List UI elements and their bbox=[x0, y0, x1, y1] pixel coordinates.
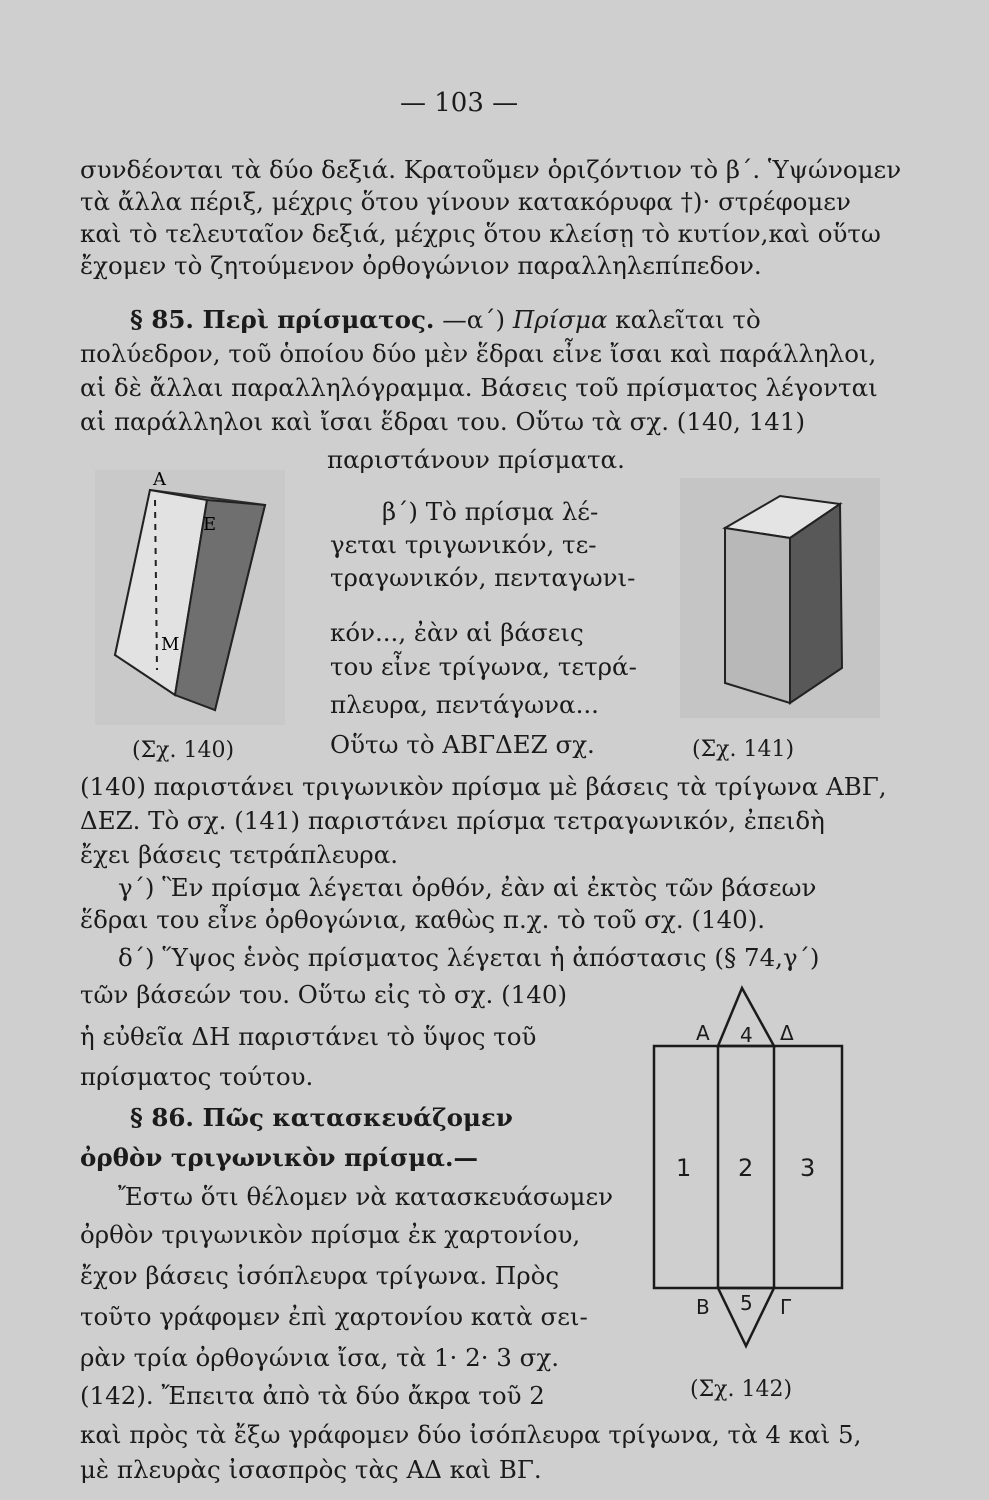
text-line: γεται τριγωνικόν, τε- bbox=[330, 530, 597, 559]
text-line: τραγωνικόν, πενταγωνι- bbox=[330, 563, 636, 592]
section-85-title: § 85. Περὶ πρίσματος. bbox=[130, 305, 435, 334]
caption-fig-141: (Σχ. 141) bbox=[692, 737, 795, 762]
net-label-top-left: Α bbox=[696, 1021, 710, 1045]
text-line: του εἶνε τρίγωνα, τετρά- bbox=[330, 652, 637, 681]
fig140-label-m: Μ bbox=[161, 634, 180, 655]
text-line: αἱ παράλληλοι καὶ ἴσαι ἕδραι του. Οὕτω τὰ σχ. (140, 141) bbox=[80, 407, 806, 436]
text-line: τοῦτο γράφομεν ἐπὶ χαρτονίου κατὰ σει- bbox=[80, 1302, 588, 1331]
net-label-5: 5 bbox=[740, 1291, 753, 1315]
section-86-title: § 86. Πῶς κατασκευάζομεν bbox=[130, 1103, 513, 1132]
caption-fig-140: (Σχ. 140) bbox=[132, 738, 235, 763]
text-line: ἔχον βάσεις ἰσόπλευρα τρίγωνα. Πρὸς bbox=[80, 1261, 560, 1290]
text-line: ΔΕΖ. Τὸ σχ. (141) παριστάνει πρίσμα τετραγωνικόν, ἐπειδὴ bbox=[80, 806, 825, 835]
page-number: — 103 — bbox=[400, 88, 519, 118]
text-line: Οὕτω τὸ ΑΒΓΔΕΖ σχ. bbox=[330, 730, 595, 759]
net-label-3: 3 bbox=[800, 1154, 816, 1182]
net-label-2: 2 bbox=[738, 1154, 754, 1182]
text-line: δ΄) Ὕψος ἑνὸς πρίσματος λέγεται ἡ ἀπόστασις (§ 74,γ΄) bbox=[118, 943, 820, 972]
fig140-label-a: Α bbox=[153, 470, 166, 490]
caption-fig-142: (Σχ. 142) bbox=[690, 1377, 793, 1402]
text-line: πρίσματος τούτου. bbox=[80, 1062, 314, 1091]
text-line: ἡ εὐθεῖα ΔΗ παριστάνει τὸ ὕψος τοῦ bbox=[80, 1022, 537, 1051]
net-label-top-right: Δ bbox=[780, 1021, 794, 1045]
subsection-a-mark: —α΄) bbox=[442, 305, 506, 334]
section-85-heading-line bbox=[130, 305, 761, 335]
text-line: ρὰν τρία ὀρθογώνια ἴσα, τὰ 1· 2· 3 σχ. bbox=[80, 1343, 560, 1372]
fig140-label-e: Ε bbox=[203, 514, 217, 535]
text-line: ὀρθὸν τριγωνικὸν πρίσμα ἐκ χαρτονίου, bbox=[80, 1220, 581, 1249]
text-line: τῶν βάσεών του. Οὕτω εἰς τὸ σχ. (140) bbox=[80, 980, 567, 1009]
text-line: ἔχομεν τὸ ζητούμενον ὀρθογώνιον παραλληλεπίπεδον. bbox=[80, 251, 762, 280]
text-line: πολύεδρον, τοῦ ὁποίου δύο μὲν ἕδραι εἶνε ἴσαι καὶ παράλληλοι, bbox=[80, 339, 877, 368]
net-label-1: 1 bbox=[676, 1154, 692, 1182]
text-line: τὰ ἄλλα πέριξ, μέχρις ὅτου γίνουν κατακόρυφα †)· στρέφομεν bbox=[80, 187, 851, 216]
text-line: β΄) Τὸ πρίσμα λέ- bbox=[382, 497, 599, 526]
text-line: αἱ δὲ ἄλλαι παραλληλόγραμμα. Βάσεις τοῦ πρίσματος λέγονται bbox=[80, 373, 878, 402]
net-label-bottom-left: Β bbox=[696, 1295, 710, 1319]
net-label-4: 4 bbox=[740, 1023, 753, 1047]
text-line: ἔχει βάσεις τετράπλευρα. bbox=[80, 840, 399, 869]
text-line: ἕδραι του εἶνε ὀρθογώνια, καθὼς π.χ. τὸ τοῦ σχ. (140). bbox=[80, 905, 766, 934]
net-label-bottom-right: Γ bbox=[780, 1295, 792, 1319]
section-86-title-cont: ὀρθὸν τριγωνικὸν πρίσμα.— bbox=[80, 1143, 479, 1172]
text-line: καὶ τὸ τελευταῖον δεξιά, μέχρις ὅτου κλείσῃ τὸ κυτίον,καὶ οὕτω bbox=[80, 219, 881, 248]
text-line: μὲ πλευρὰς ἰσασπρὸς τὰς ΑΔ καὶ ΒΓ. bbox=[80, 1455, 542, 1484]
text-line: καὶ πρὸς τὰ ἔξω γράφομεν δύο ἰσόπλευρα τρίγωνα, τὰ 4 καὶ 5, bbox=[80, 1420, 862, 1449]
text-line: γ΄) Ἓν πρίσμα λέγεται ὀρθόν, ἐὰν αἱ ἐκτὸς τῶν βάσεων bbox=[118, 873, 817, 902]
text-fragment: καλεῖται τὸ bbox=[615, 305, 761, 334]
term-prism: Πρίσμα bbox=[512, 305, 608, 334]
figure-142-net bbox=[640, 978, 860, 1383]
text-line: πλευρα, πεντάγωνα... bbox=[330, 690, 599, 719]
figure-140-prism bbox=[95, 470, 285, 725]
figure-141-prism bbox=[680, 478, 880, 718]
text-line: (142). Ἔπειτα ἀπὸ τὰ δύο ἄκρα τοῦ 2 bbox=[80, 1381, 545, 1410]
text-line: συνδέονται τὰ δύο δεξιά. Κρατοῦμεν ὁριζόντιον τὸ β΄. Ὑψώνομεν bbox=[80, 155, 902, 184]
text-line: παριστάνουν πρίσματα. bbox=[327, 445, 625, 474]
text-line: (140) παριστάνει τριγωνικὸν πρίσμα μὲ βάσεις τὰ τρίγωνα ΑΒΓ, bbox=[80, 772, 887, 801]
text-line: κόν..., ἐὰν αἱ βάσεις bbox=[330, 618, 584, 647]
text-line: Ἔστω ὅτι θέλομεν νὰ κατασκευάσωμεν bbox=[118, 1182, 614, 1211]
